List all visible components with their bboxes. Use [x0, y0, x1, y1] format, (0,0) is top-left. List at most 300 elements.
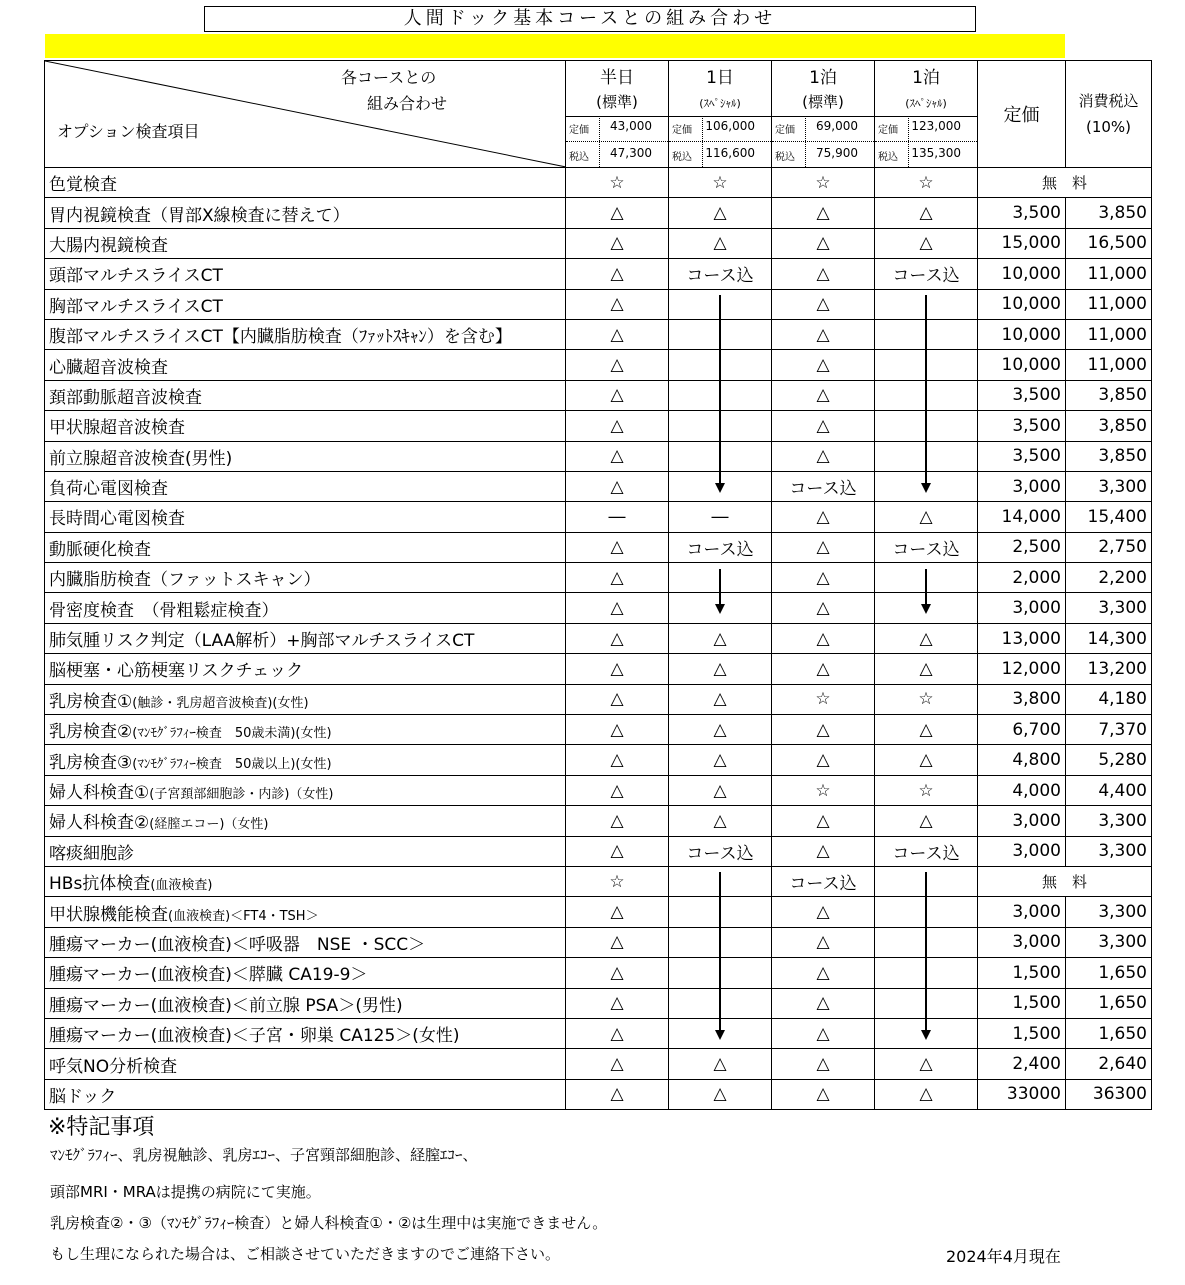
note-line: 乳房検査②・③（ﾏﾝﾓｸﾞﾗﾌｨｰ検査）と婦人科検査①・②は生理中は実施できません。 [50, 1214, 608, 1232]
table-row [45, 866, 1152, 896]
price-cell: 3,500 [978, 380, 1066, 410]
option-item-cell [45, 958, 566, 988]
option-item-note: (ﾏﾝﾓｸﾞﾗﾌｨｰ検査 50歳未満)(女性) [132, 726, 332, 742]
teika-label: 定価 [775, 125, 795, 136]
course-mark-cell: △ [772, 654, 875, 684]
option-item-cell [45, 1079, 566, 1109]
price-cell: 3,000 [978, 593, 1066, 623]
price-cell: 3,000 [978, 806, 1066, 836]
option-item-cell [45, 715, 566, 745]
notes-title: ※特記事項 [48, 1115, 155, 1140]
course-mark-cell: △ [772, 198, 875, 228]
price-cell: 14,000 [978, 502, 1066, 532]
tax-price-cell: 7,370 [1066, 715, 1152, 745]
option-item-name: 乳房検査② [49, 722, 133, 743]
table-row [45, 198, 1152, 228]
tax-price-cell: 3,850 [1066, 411, 1152, 441]
tax-price-cell: 11,000 [1066, 289, 1152, 319]
option-item-name: 胃内視鏡検査（胃部X線検査に替えて） [49, 205, 350, 226]
option-item-name: 肺気腫リスク判定（LAA解析）+胸部マルチスライスCT [49, 631, 475, 652]
price-cell: 33000 [978, 1079, 1066, 1109]
course-mark-cell: △ [566, 684, 669, 714]
course-mark-cell: △ [772, 532, 875, 562]
option-item-cell [45, 289, 566, 319]
zeikomi-label: 税込 [878, 152, 898, 163]
table-row [45, 684, 1152, 714]
note-line: もし生理になられた場合は、ご相談させていただきますのでご連絡下さい。 [50, 1245, 561, 1263]
course-mark-cell: △ [772, 350, 875, 380]
option-item-cell [45, 411, 566, 441]
course-mark-cell: △ [772, 563, 875, 593]
course-price: 43,000 [610, 119, 652, 133]
tax-header-line1: 消費税込 [1078, 92, 1139, 110]
table-row [45, 715, 1152, 745]
corner-label-line2: 組み合わせ [367, 94, 448, 113]
option-item-cell [45, 380, 566, 410]
tax-price-cell: 15,400 [1066, 502, 1152, 532]
course-mark-cell: △ [875, 198, 978, 228]
course-mark-cell: △ [566, 350, 669, 380]
price-cell: 10,000 [978, 350, 1066, 380]
course-mark-cell: コース込 [875, 532, 978, 562]
course-price-tax: 116,600 [705, 146, 755, 160]
course-mark-cell: ☆ [566, 168, 669, 198]
price-cell: 3,000 [978, 836, 1066, 866]
course-mark-cell: △ [875, 654, 978, 684]
table-row [45, 532, 1152, 562]
course-mark-cell: ☆ [566, 866, 669, 896]
price-cell: 3,000 [978, 897, 1066, 927]
price-cell: 3,500 [978, 441, 1066, 471]
course-name: 1日 [706, 68, 734, 88]
down-arrow-icon [715, 872, 725, 1039]
course-mark-cell: △ [772, 502, 875, 532]
course-mark-cell: △ [875, 623, 978, 653]
course-mark-cell: △ [772, 988, 875, 1018]
course-mark-cell: △ [772, 319, 875, 349]
course-mark-cell: コース込 [875, 836, 978, 866]
option-item-cell [45, 684, 566, 714]
course-mark-cell: △ [566, 988, 669, 1018]
price-cell: 2,500 [978, 532, 1066, 562]
course-mark-cell: △ [669, 1049, 772, 1079]
option-item-name: 婦人科検査① [49, 783, 150, 803]
course-mark-cell: △ [669, 198, 772, 228]
course-mark-cell: △ [566, 806, 669, 836]
option-item-cell [45, 319, 566, 349]
option-item-name: 脳梗塞・心筋梗塞リスクチェック [49, 661, 304, 682]
corner-label-line1: 各コースとの [341, 68, 437, 87]
course-mark-cell: △ [669, 806, 772, 836]
tax-price-cell: 3,850 [1066, 198, 1152, 228]
price-cell: 4,000 [978, 775, 1066, 805]
course-mark-cell: コース込 [669, 836, 772, 866]
option-item-cell [45, 836, 566, 866]
table-row [45, 289, 1152, 319]
tax-price-cell: 14,300 [1066, 623, 1152, 653]
price-cell: 15,000 [978, 228, 1066, 258]
course-mark-cell: ☆ [772, 775, 875, 805]
option-item-cell [45, 563, 566, 593]
course-mark-cell: △ [566, 441, 669, 471]
option-item-name: 負荷心電図検査 [49, 479, 168, 500]
diagonal-line [45, 61, 566, 167]
option-item-note: (血液検査)＜FT4・TSH＞ [168, 908, 319, 924]
price-cell: 2,400 [978, 1049, 1066, 1079]
course-mark-cell: ☆ [875, 168, 978, 198]
course-mark-cell: △ [772, 259, 875, 289]
course-mark-cell: △ [566, 775, 669, 805]
table-row [45, 745, 1152, 775]
tax-price-cell: 4,180 [1066, 684, 1152, 714]
course-mark-cell: コース込 [669, 259, 772, 289]
as-of-date: 2024年4月現在 [946, 1247, 1061, 1266]
free-label: 無 料 [978, 168, 1152, 198]
option-item-cell [45, 198, 566, 228]
course-price-tax: 135,300 [911, 146, 961, 160]
course-mark-cell: △ [772, 715, 875, 745]
course-mark-cell: △ [772, 806, 875, 836]
option-item-cell [45, 1018, 566, 1048]
table-row [45, 958, 1152, 988]
course-mark-cell: △ [566, 289, 669, 319]
option-item-name: 骨密度検査 （骨粗鬆症検査） [49, 600, 279, 621]
course-mark-cell: △ [772, 441, 875, 471]
note-line: 頭部MRI・MRAは提携の病院にて実施。 [50, 1183, 321, 1201]
table-row [45, 502, 1152, 532]
option-item-note: (ﾏﾝﾓｸﾞﾗﾌｨｰ検査 50歳以上)(女性) [132, 756, 332, 772]
table-row [45, 319, 1152, 349]
course-type: (ｽﾍﾟｼｬﾙ) [699, 97, 741, 110]
course-mark-cell: △ [875, 745, 978, 775]
price-cell: 6,700 [978, 715, 1066, 745]
header-row [45, 61, 1152, 168]
table-row [45, 593, 1152, 623]
course-mark-cell: △ [772, 228, 875, 258]
tax-price-cell: 16,500 [1066, 228, 1152, 258]
course-mark-cell: △ [875, 806, 978, 836]
option-item-name: 甲状腺超音波検査 [49, 418, 185, 439]
course-mark-cell: △ [772, 836, 875, 866]
option-item-name: 甲状腺機能検査 [49, 904, 168, 925]
course-mark-cell: △ [669, 684, 772, 714]
course-mark-cell: △ [566, 532, 669, 562]
tax-price-header [1066, 61, 1152, 168]
course-mark-cell: ☆ [875, 775, 978, 805]
course-mark-cell: △ [566, 745, 669, 775]
option-item-name: 脳ドック [49, 1086, 117, 1107]
course-price: 69,000 [816, 119, 858, 133]
option-item-cell [45, 532, 566, 562]
table-row [45, 441, 1152, 471]
course-price: 106,000 [705, 119, 755, 133]
course-type: (標準) [596, 93, 638, 111]
tax-price-cell: 2,750 [1066, 532, 1152, 562]
course-mark-cell: △ [669, 228, 772, 258]
table-row [45, 471, 1152, 501]
course-mark-cell: ― [669, 502, 772, 532]
free-label: 無 料 [978, 866, 1152, 896]
course-mark-cell: ☆ [772, 168, 875, 198]
tax-price-cell: 11,000 [1066, 319, 1152, 349]
option-item-name: 頭部マルチスライスCT [49, 266, 223, 287]
course-mark-cell: △ [566, 715, 669, 745]
course-mark-cell: △ [566, 623, 669, 653]
course-mark-cell: △ [566, 897, 669, 927]
option-item-cell [45, 1049, 566, 1079]
course-mark-cell: △ [772, 927, 875, 957]
option-item-cell [45, 259, 566, 289]
course-mark-cell: △ [566, 471, 669, 501]
tax-price-cell: 3,300 [1066, 471, 1152, 501]
course-header-overnight [772, 61, 875, 168]
course-mark-cell: △ [566, 228, 669, 258]
course-name: 1泊 [912, 68, 940, 88]
course-mark-cell: △ [772, 289, 875, 319]
option-item-cell [45, 927, 566, 957]
option-item-cell [45, 623, 566, 653]
tax-price-cell: 11,000 [1066, 259, 1152, 289]
option-item-cell [45, 745, 566, 775]
option-item-name: 乳房検査① [49, 691, 133, 712]
tax-header-line2: (10%) [1085, 118, 1132, 136]
price-cell: 10,000 [978, 319, 1066, 349]
table-row [45, 259, 1152, 289]
table-row [45, 1018, 1152, 1048]
zeikomi-label: 税込 [569, 152, 589, 163]
option-item-cell [45, 654, 566, 684]
notes-section [48, 1110, 608, 1263]
table-row [45, 836, 1152, 866]
tax-price-cell: 3,850 [1066, 380, 1152, 410]
course-mark-cell: △ [875, 715, 978, 745]
price-cell: 13,000 [978, 623, 1066, 653]
table-row [45, 897, 1152, 927]
option-item-note: (子宮頚部細胞診・内診)（女性) [149, 787, 334, 802]
down-arrow-icon [715, 295, 725, 493]
course-mark-cell: △ [875, 1079, 978, 1109]
down-arrow-icon [921, 569, 931, 615]
option-item-cell [45, 502, 566, 532]
price-cell: 1,500 [978, 1018, 1066, 1048]
table-row [45, 927, 1152, 957]
price-header: 定価 [978, 61, 1066, 168]
course-mark-cell: △ [669, 1079, 772, 1109]
course-mark-cell: △ [669, 623, 772, 653]
option-item-cell [45, 168, 566, 198]
course-header-one-day [669, 61, 772, 168]
course-price-tax: 47,300 [610, 146, 652, 160]
course-mark-cell: ☆ [669, 168, 772, 198]
option-item-name: 腫瘍マーカー(血液検査)＜膵臓 CA19-9＞ [49, 965, 368, 986]
course-mark-cell: △ [566, 319, 669, 349]
course-mark-cell: △ [566, 259, 669, 289]
course-mark-cell: △ [566, 1079, 669, 1109]
highlight-band [45, 34, 1065, 58]
course-price: 123,000 [911, 119, 961, 133]
price-cell: 3,000 [978, 927, 1066, 957]
teika-label: 定価 [878, 125, 898, 136]
course-mark-cell: △ [772, 380, 875, 410]
price-cell: 12,000 [978, 654, 1066, 684]
table-row [45, 1079, 1152, 1109]
option-item-cell [45, 441, 566, 471]
option-item-note: (血液検査) [150, 878, 213, 894]
course-mark-cell: △ [772, 593, 875, 623]
options-table [44, 60, 1152, 1110]
course-mark-cell: △ [566, 380, 669, 410]
price-cell: 4,800 [978, 745, 1066, 775]
course-mark-cell: △ [566, 927, 669, 957]
option-item-header: オプション検査項目 [57, 122, 200, 141]
tax-price-cell: 11,000 [1066, 350, 1152, 380]
tax-price-cell: 3,300 [1066, 836, 1152, 866]
option-item-cell [45, 775, 566, 805]
course-mark-cell: コース込 [669, 532, 772, 562]
course-mark-cell: △ [772, 1049, 875, 1079]
option-item-name: 婦人科検査② [49, 813, 150, 834]
course-mark-cell: コース込 [772, 471, 875, 501]
tax-price-cell: 4,400 [1066, 775, 1152, 805]
option-item-cell [45, 471, 566, 501]
price-cell: 10,000 [978, 259, 1066, 289]
table-row [45, 775, 1152, 805]
teika-label: 定価 [672, 125, 692, 136]
price-cell: 1,500 [978, 988, 1066, 1018]
option-item-cell [45, 988, 566, 1018]
table-row [45, 806, 1152, 836]
table-row [45, 623, 1152, 653]
course-mark-cell: △ [772, 897, 875, 927]
option-item-name: 頚部動脈超音波検査 [49, 387, 202, 408]
course-price-tax: 75,900 [816, 146, 858, 160]
course-mark-cell: △ [669, 654, 772, 684]
option-item-name: HBs抗体検査 [49, 874, 151, 895]
tax-price-cell: 2,200 [1066, 563, 1152, 593]
course-mark-cell: ― [566, 502, 669, 532]
course-mark-cell: △ [772, 1079, 875, 1109]
course-mark-cell: △ [566, 1049, 669, 1079]
corner-header [45, 61, 566, 168]
course-mark-cell: △ [566, 411, 669, 441]
tax-price-cell: 5,280 [1066, 745, 1152, 775]
course-mark-cell: △ [566, 1018, 669, 1048]
course-mark-cell: △ [566, 958, 669, 988]
option-item-cell [45, 866, 566, 896]
table-row [45, 654, 1152, 684]
option-item-name: 胸部マルチスライスCT [49, 296, 223, 317]
course-name: 半日 [600, 68, 634, 88]
option-item-cell [45, 593, 566, 623]
course-type: (標準) [802, 93, 844, 111]
course-mark-cell: コース込 [772, 866, 875, 896]
course-mark-cell: △ [669, 745, 772, 775]
down-arrow-icon [921, 295, 931, 493]
down-arrow-icon [921, 872, 931, 1039]
table-row [45, 168, 1152, 198]
course-mark-cell: △ [566, 198, 669, 228]
price-cell: 1,500 [978, 958, 1066, 988]
option-item-cell [45, 350, 566, 380]
option-item-cell [45, 897, 566, 927]
tax-price-cell: 3,850 [1066, 441, 1152, 471]
course-mark-cell: △ [566, 654, 669, 684]
tax-price-cell: 1,650 [1066, 988, 1152, 1018]
teika-label: 定価 [569, 125, 589, 136]
zeikomi-label: 税込 [775, 152, 795, 163]
course-mark-cell: ☆ [875, 684, 978, 714]
option-item-name: 内臓脂肪検査（ファットスキャン） [49, 570, 321, 591]
course-mark-cell: コース込 [875, 259, 978, 289]
price-cell: 3,500 [978, 198, 1066, 228]
tax-price-cell: 3,300 [1066, 593, 1152, 623]
course-mark-cell: ☆ [772, 684, 875, 714]
option-item-name: 心臓超音波検査 [49, 357, 168, 378]
course-mark-cell: △ [772, 1018, 875, 1048]
option-item-name: 大腸内視鏡検査 [49, 235, 168, 256]
course-header-half-day [566, 61, 669, 168]
option-item-name: 腫瘍マーカー(血液検査)＜呼吸器 NSE ・SCC＞ [49, 934, 426, 955]
option-item-note: (経膣エコー)（女性) [149, 817, 269, 833]
course-mark-cell: △ [772, 623, 875, 653]
course-mark-cell: △ [875, 502, 978, 532]
zeikomi-label: 税込 [672, 152, 692, 163]
price-cell: 3,000 [978, 471, 1066, 501]
table-row [45, 563, 1152, 593]
table-row [45, 1049, 1152, 1079]
note-line: ﾏﾝﾓｸﾞﾗﾌｨｰ、乳房視触診、乳房ｴｺｰ、子宮頸部細胞診、経膣ｴｺｰ、 [50, 1146, 478, 1164]
option-item-name: 長時間心電図検査 [49, 509, 185, 530]
table-row [45, 350, 1152, 380]
option-item-name: 呼気NO分析検査 [49, 1056, 178, 1077]
tax-price-cell: 2,640 [1066, 1049, 1152, 1079]
option-item-cell [45, 806, 566, 836]
course-mark-cell: △ [669, 775, 772, 805]
tax-price-cell: 3,300 [1066, 806, 1152, 836]
page-title: 人間ドック基本コースとの組み合わせ [204, 6, 976, 32]
course-mark-cell: △ [772, 958, 875, 988]
option-item-name: 前立腺超音波検査(男性) [49, 448, 233, 469]
course-mark-cell: △ [875, 228, 978, 258]
course-header-overnight-special [875, 61, 978, 168]
option-item-name: 動脈硬化検査 [49, 539, 151, 560]
course-mark-cell: △ [566, 563, 669, 593]
option-item-cell [45, 228, 566, 258]
tax-price-cell: 13,200 [1066, 654, 1152, 684]
course-mark-cell: △ [772, 745, 875, 775]
tax-price-cell: 3,300 [1066, 927, 1152, 957]
option-item-name: 乳房検査③ [49, 752, 133, 773]
course-type: (ｽﾍﾟｼｬﾙ) [905, 97, 947, 110]
course-mark-cell: △ [566, 593, 669, 623]
price-cell: 2,000 [978, 563, 1066, 593]
option-item-name: 腫瘍マーカー(血液検査)＜子宮・卵巣 CA125＞(女性) [49, 1026, 460, 1047]
option-item-name: 腹部マルチスライスCT【内臓脂肪検査（ﾌｧｯﾄｽｷｬﾝ）を含む】 [49, 327, 512, 348]
price-cell: 3,500 [978, 411, 1066, 441]
price-cell: 3,800 [978, 684, 1066, 714]
option-item-name: 色覚検査 [49, 175, 117, 196]
tax-price-cell: 3,300 [1066, 897, 1152, 927]
down-arrow-icon [715, 569, 725, 615]
course-mark-cell: △ [875, 1049, 978, 1079]
table-row [45, 411, 1152, 441]
table-row [45, 228, 1152, 258]
course-mark-cell: △ [566, 836, 669, 866]
option-item-note: (触診・乳房超音波検査)(女性) [132, 695, 309, 711]
course-mark-cell: △ [669, 715, 772, 745]
course-mark-cell: △ [772, 411, 875, 441]
table-row [45, 988, 1152, 1018]
